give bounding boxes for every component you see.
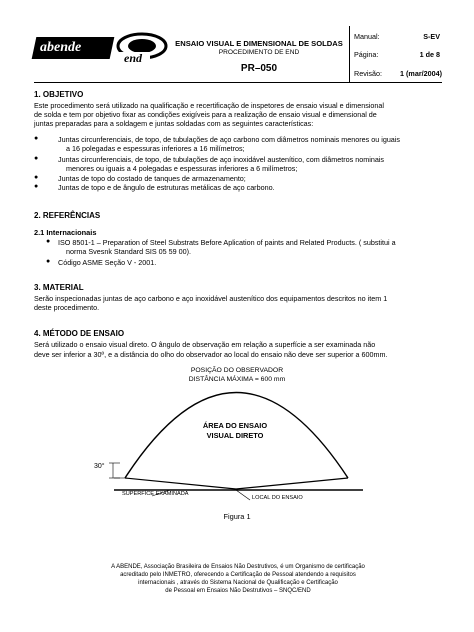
page-label: Página: xyxy=(354,50,379,59)
bullet-text: ISO 8501-1 – Preparation of Steel Substrats Before Aplication of paints and Related Products. ( substitui a xyxy=(58,238,396,247)
local-label: LOCAL DO ENSAIO xyxy=(252,495,303,501)
section-1-para-line: de solda e tem por objetivo fixar as condições exigíveis para a realização de ensaio visual e dimensional de xyxy=(34,110,377,119)
bullet-text: Juntas circunferenciais, de topo, de tubulações de aço carbono com diâmetros nominais menores ou iguais xyxy=(58,135,400,144)
figure-caption: Figura 1 xyxy=(223,512,251,521)
end-logo-text: end xyxy=(124,51,142,65)
area-label: VISUAL DIRETO xyxy=(206,431,264,440)
doc-subtitle: PROCEDIMENTO DE END xyxy=(218,49,300,56)
manual-label: Manual: xyxy=(354,32,380,41)
page-value: 1 de 8 xyxy=(419,50,440,59)
section-3-title: 3. MATERIAL xyxy=(34,283,84,292)
section-1-title: 1. OBJETIVO xyxy=(34,90,84,99)
bullet-dot: ● xyxy=(34,183,39,190)
bullet-text: Juntas de topo e de ângulo de estruturas metálicas de aço carbono. xyxy=(58,183,275,192)
revision-value: 1 (mar/2004) xyxy=(400,69,442,78)
bullet-text: Juntas circunferenciais, de topo, de tubulações de aço inoxidável austenítico, com diâmetros nominais xyxy=(58,155,385,164)
bullet-dot: ● xyxy=(46,238,51,245)
angle-label: 30° xyxy=(94,463,105,470)
bullet-text-cont: norma Svesnk Standard SIS 05 59 00). xyxy=(66,247,192,256)
footer-line: internacionais , através do Sistema Nacional de Qualificação e Certificação xyxy=(138,580,338,586)
footer-line: de Pessoal em Ensaios Não Destrutivos – SNQC/END xyxy=(165,588,311,594)
section-1-para-line: juntas preparadas para a soldagem e juntas soldadas com as seguintes características: xyxy=(34,119,314,128)
doc-code: PR–050 xyxy=(240,63,278,74)
left-sight-line xyxy=(125,478,236,489)
bullet-dot: ● xyxy=(34,155,39,162)
bullet-dot: ● xyxy=(46,258,51,265)
bullet-dot: ● xyxy=(34,135,39,142)
footer-line: acreditado pelo INMETRO, oferecendo a Certificação de Pessoal atendendo a requisitos xyxy=(120,572,356,578)
local-label-leader xyxy=(236,490,250,500)
doc-title: ENSAIO VISUAL E DIMENSIONAL DE SOLDAS xyxy=(175,39,343,48)
section-2-title: 2. REFERÊNCIAS xyxy=(34,211,101,220)
footer-line: A ABENDE, Associação Brasileira de Ensaios Não Destrutivos, é um Organismo de certificação xyxy=(111,564,365,570)
section-3-para-line: Serão inspecionadas juntas de aço carbono e aço inoxidável austenítico dos equipamentos descritos no item 1 xyxy=(34,294,388,303)
bullet-text-cont: menores ou iguais a 4 polegadas e espessuras inferiores a 6 milímetros; xyxy=(66,164,298,173)
max-distance-label: DISTÂNCIA MÁXIMA = 600 mm xyxy=(188,376,286,383)
bullet-text: Código ASME Seção V - 2001. xyxy=(58,258,157,267)
right-sight-line xyxy=(236,478,348,489)
bullet-dot: ● xyxy=(34,174,39,181)
revision-label: Revisão: xyxy=(354,69,382,78)
area-label: ÁREA DO ENSAIO xyxy=(202,421,268,430)
section-4-para-line: Será utilizado o ensaio visual direto. O ângulo de observação em relação a superfície a ser examinada não xyxy=(34,340,376,349)
observer-position-label: POSIÇÃO DO OBSERVADOR xyxy=(190,367,284,374)
manual-value: S-EV xyxy=(423,32,440,41)
section-1-para-line: Este procedimento será utilizado na qualificação e recertificação de inspetores de ensaio visual e dimensional xyxy=(34,101,384,110)
bullet-text: Juntas de topo do costado de tanques de armazenamento; xyxy=(58,174,246,183)
section-3-para-line: deste procedimento. xyxy=(34,303,100,312)
surface-label: SUPERFÍCE EXAMINADA xyxy=(122,491,189,497)
section-2-1-title: 2.1 Internacionais xyxy=(34,228,97,237)
abende-logo-text: abende xyxy=(40,40,82,55)
section-4-para-line: deve ser inferior a 30º, e a distância do olho do observador ao local do ensaio não deve ser superior a 600mm. xyxy=(34,350,388,359)
section-4-title: 4. MÉTODO DE ENSAIO xyxy=(34,329,125,338)
bullet-text-cont: a 16 polegadas e espessuras inferiores a 16 milímetros; xyxy=(66,144,245,153)
